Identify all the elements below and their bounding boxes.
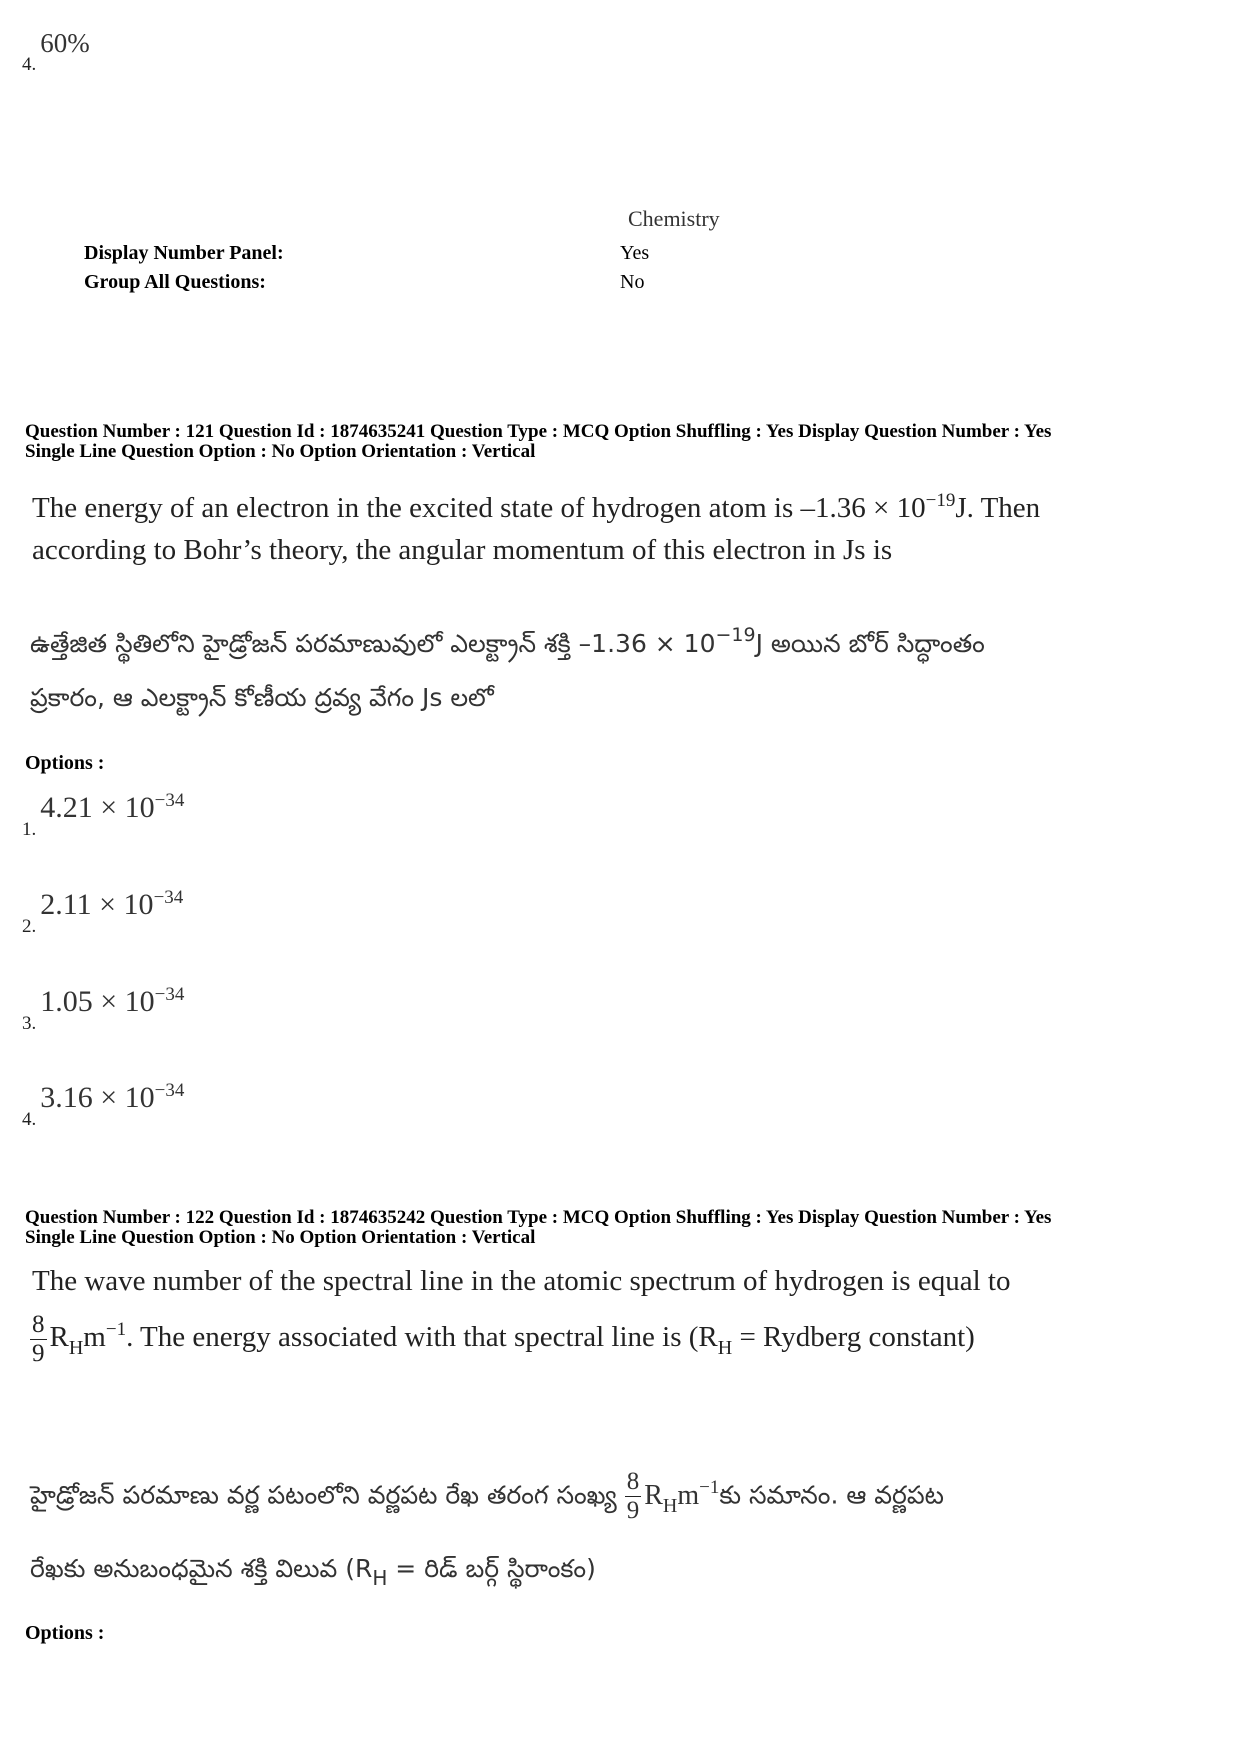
subscript: H bbox=[68, 1337, 84, 1360]
setting-value-display-number-panel: Yes bbox=[620, 242, 650, 264]
exponent: −34 bbox=[154, 984, 185, 1005]
text-part: The energy of an electron in the excited state of hydrogen atom is –1.36 × 10 bbox=[32, 492, 926, 524]
option-number: 4. bbox=[22, 54, 37, 75]
exponent: −1 bbox=[699, 1476, 720, 1498]
question-meta-line-2: Single Line Question Option : No Option Orientation : Vertical bbox=[25, 1227, 536, 1248]
telugu-text-line-2 bbox=[30, 1543, 944, 1596]
setting-value-group-all-questions: No bbox=[620, 271, 645, 293]
question-122-english-text bbox=[32, 1262, 1010, 1368]
prev-option-4[interactable] bbox=[22, 28, 90, 75]
question-text-line-1 bbox=[32, 489, 1040, 531]
option-1[interactable] bbox=[22, 790, 185, 840]
setting-label-group-all-questions: Group All Questions: bbox=[84, 271, 266, 293]
text-part: J అయిన బోర్ సిద్ధాంతం bbox=[755, 629, 985, 658]
mantissa: 4.21 × 10 bbox=[40, 791, 155, 824]
option-2[interactable] bbox=[22, 887, 184, 937]
exponent: −34 bbox=[154, 1080, 185, 1101]
denominator: 9 bbox=[626, 1497, 640, 1524]
option-number: 4. bbox=[22, 1109, 37, 1130]
option-value bbox=[40, 1081, 184, 1114]
text-part: . The energy associated with that spectral line is (R bbox=[126, 1321, 718, 1354]
options-label: Options : bbox=[25, 752, 105, 774]
options-label: Options : bbox=[25, 1622, 105, 1644]
rydberg-symbol: R bbox=[644, 1479, 663, 1511]
unit: m bbox=[83, 1321, 106, 1354]
telugu-text-line-1 bbox=[30, 618, 985, 672]
rydberg-symbol: R bbox=[49, 1321, 69, 1354]
question-text-line-1: The wave number of the spectral line in the atomic spectrum of hydrogen is equal to bbox=[32, 1265, 1011, 1297]
mantissa: 1.05 × 10 bbox=[40, 985, 155, 1018]
exponent: −1 bbox=[105, 1319, 127, 1341]
text-part: = రిడ్ బర్గ్ స్థిరాంకం) bbox=[387, 1554, 596, 1583]
numerator: 8 bbox=[32, 1311, 45, 1338]
option-number: 2. bbox=[22, 916, 37, 937]
fraction bbox=[30, 1311, 47, 1368]
text-part: కు సమానం. ఆ వర్ణపట bbox=[719, 1480, 944, 1510]
question-121-meta bbox=[25, 422, 1051, 462]
question-meta-line-1: Question Number : 121 Question Id : 1874635241 Question Type : MCQ Option Shuffling : Yes Display Question Number : Yes bbox=[25, 421, 1052, 442]
text-part: = Rydberg constant) bbox=[732, 1321, 975, 1354]
question-121-english-text bbox=[32, 489, 1040, 570]
option-3[interactable] bbox=[22, 984, 185, 1034]
subscript: H bbox=[717, 1337, 733, 1360]
question-text-line-2: according to Bohr’s theory, the angular momentum of this electron in Js is bbox=[32, 534, 893, 566]
option-value bbox=[40, 985, 184, 1018]
subscript: H bbox=[372, 1566, 388, 1590]
denominator: 9 bbox=[32, 1340, 45, 1367]
telugu-text-line-2: ప్రకారం, ఆ ఎలక్ట్రాన్ కోణీయ ద్రవ్య వేగం Js లలో bbox=[30, 683, 494, 712]
option-value bbox=[40, 791, 184, 824]
option-4[interactable] bbox=[22, 1080, 185, 1130]
numerator: 8 bbox=[626, 1468, 640, 1495]
question-text-line-2 bbox=[30, 1311, 1010, 1368]
exponent: −19 bbox=[925, 490, 956, 511]
question-121-telugu-text bbox=[30, 618, 985, 724]
subscript: H bbox=[662, 1494, 678, 1517]
text-part: రేఖకు అనుబంధమైన శక్తి విలువ (R bbox=[30, 1554, 373, 1583]
setting-label-display-number-panel: Display Number Panel: bbox=[84, 242, 284, 264]
text-part: ఉత్తేజిత స్థితిలోని హైడ్రోజన్ పరమాణువులో ఎలక్ట్రాన్ శక్తి –1.36 × 10 bbox=[30, 629, 716, 658]
exponent: −34 bbox=[153, 887, 184, 908]
exponent: −34 bbox=[154, 790, 185, 811]
option-number: 1. bbox=[22, 819, 37, 840]
text-part: హైడ్రోజన్ పరమాణు వర్ణ పటంలోని వర్ణపట రేఖ తరంగ సంఖ్య bbox=[30, 1480, 617, 1510]
question-meta-line-1: Question Number : 122 Question Id : 1874635242 Question Type : MCQ Option Shuffling : Yes Display Question Number : Yes bbox=[25, 1207, 1052, 1228]
exponent: −19 bbox=[715, 624, 756, 646]
question-meta-line-2: Single Line Question Option : No Option Orientation : Vertical bbox=[25, 441, 536, 462]
mantissa: 3.16 × 10 bbox=[40, 1081, 155, 1114]
option-value bbox=[40, 888, 183, 921]
text-part: J. Then bbox=[955, 492, 1041, 524]
section-name: Chemistry bbox=[628, 206, 720, 231]
mantissa: 2.11 × 10 bbox=[40, 888, 154, 921]
fraction bbox=[625, 1468, 642, 1525]
option-number: 3. bbox=[22, 1013, 37, 1034]
option-value: 60% bbox=[40, 28, 90, 58]
unit: m bbox=[677, 1479, 700, 1511]
math-expression bbox=[644, 1476, 720, 1517]
telugu-text-line-1 bbox=[30, 1468, 944, 1525]
question-122-meta bbox=[25, 1208, 1051, 1248]
question-122-telugu-text bbox=[30, 1468, 944, 1596]
